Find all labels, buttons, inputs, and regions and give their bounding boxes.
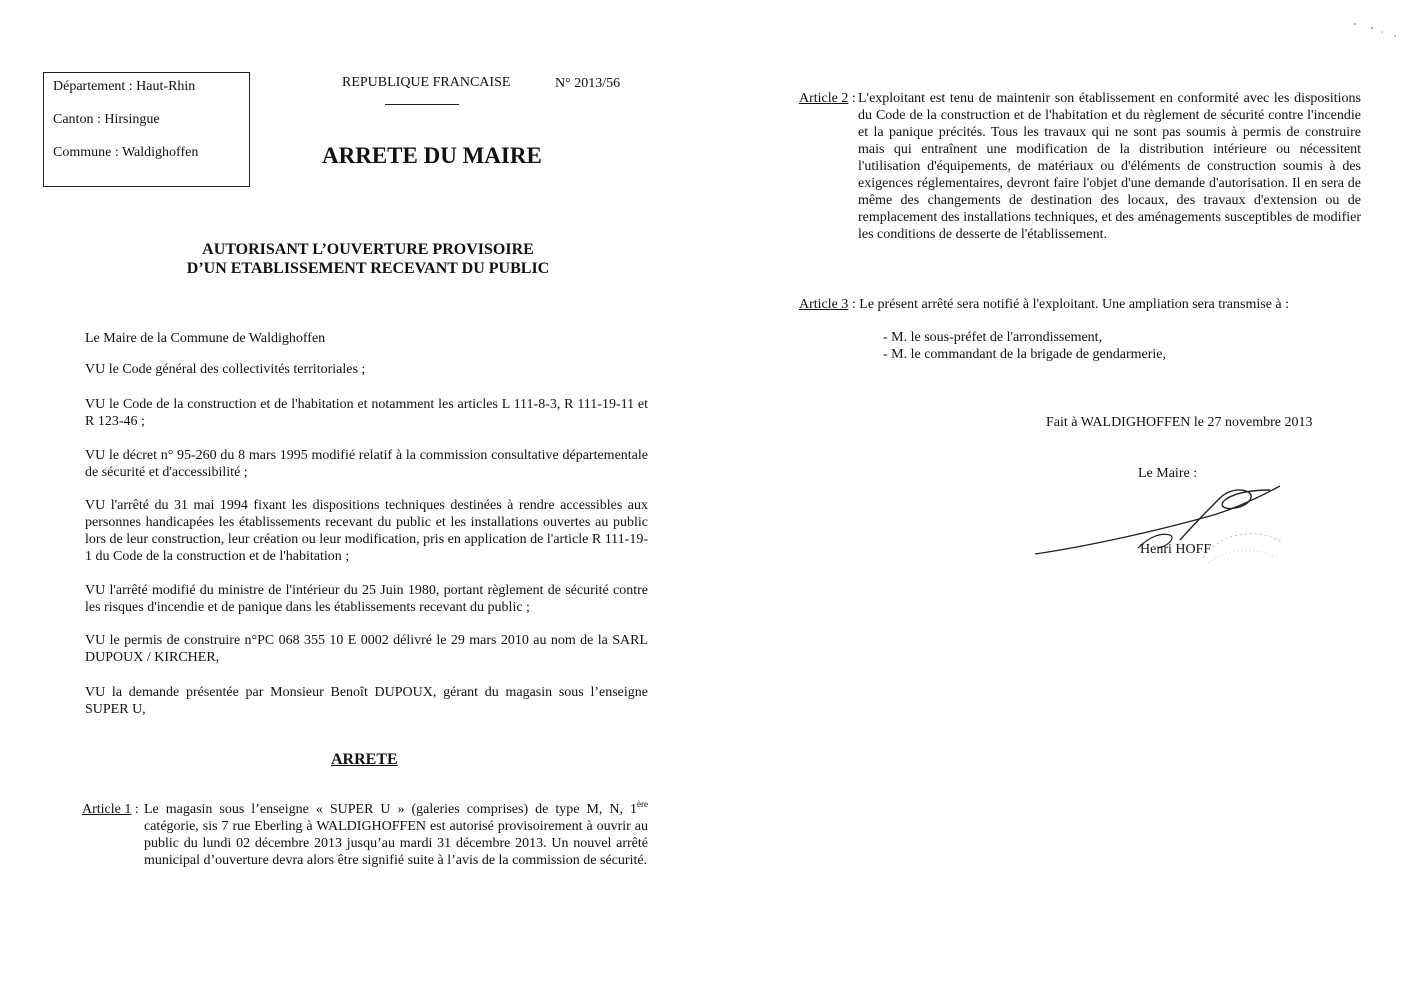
vu-paragraph: VU l'arrêté du 31 mai 1994 fixant les dispositions techniques destinées à rendre accessibles aux personnes handicapées les établissements recevant du public et les installations ouvertes au public lors de leur construction, leur création ou leur modification, pris en application de l'article R 111-19-1 du Code de la construction et de l'habitation ; <box>85 498 648 564</box>
arrete-number: N° 2013/56 <box>555 76 621 91</box>
article-1-label <box>82 801 139 818</box>
commune: Commune : Waldighoffen <box>53 145 199 160</box>
article-2-separator: : <box>848 91 856 106</box>
article-1-text-b: catégorie, sis 7 rue Eberling à WALDIGHOFFEN est autorisé provisoirement à ouvrir au public du lundi 02 décembre 2013 jusqu’au mardi 31 décembre 2013. Un nouvel arrêté municipal d’ouverture devra alors être signifié suite à l’avis de la commission de sécurité. <box>144 819 648 868</box>
intro-line: Le Maire de la Commune de Waldighoffen <box>85 331 326 346</box>
vu-paragraph: VU l'arrêté modifié du ministre de l'intérieur du 25 Juin 1980, portant règlement de sécurité contre les risques d'incendie et de panique dans les établissements recevant du public ; <box>85 583 648 615</box>
article-2-text: L'exploitant est tenu de maintenir son établissement en conformité avec les dispositions du Code de la construction et de l'habitation et du règlement de sécurité contre l'incendie et la panique précités. Tous les travaux qui ne sont pas soumis à permis de construire mais qui entraînent une modification de la distribution intérieure ou nécessitent l'utilisation d'équipements, de matériaux ou d'éléments de construction soumis à des exigences réglementaires, devront faire l'objet d'une demande d'autorisation. Il en sera de même des changements de destination des locaux, des travaux d'extension ou de remplacement des installations techniques, et des aménagements susceptibles de modifier les conditions de desserte de l'établissement. <box>858 91 1361 242</box>
divider <box>385 104 459 105</box>
subtitle-line-2: D’UN ETABLISSEMENT RECEVANT DU PUBLIC <box>186 260 550 277</box>
vu-paragraph: VU le décret n° 95-260 du 8 mars 1995 modifié relatif à la commission consultative départementale de sécurité et d'accessibilité ; <box>85 448 648 480</box>
signatory-title: Le Maire : <box>1138 466 1198 481</box>
place-and-date: Fait à WALDIGHOFFEN le 27 novembre 2013 <box>1046 415 1313 430</box>
subtitle-line-1: AUTORISANT L’OUVERTURE PROVISOIRE <box>202 241 534 258</box>
article-3-title: Article 3 <box>799 297 849 312</box>
article-3-text: : Le présent arrêté sera notifié à l'exploitant. Une ampliation sera transmise à : <box>848 297 1290 312</box>
scan-specks <box>1350 18 1410 48</box>
arrete-heading: ARRETE <box>331 751 398 768</box>
article-1-sup: ère <box>637 799 648 809</box>
signatory-name: Henri HOFF <box>1140 542 1212 557</box>
vu-paragraph: VU la demande présentée par Monsieur Benoît DUPOUX, gérant du magasin sous l’enseigne SUPER U, <box>85 685 648 717</box>
ampliation-list <box>883 329 1166 363</box>
list-item: - M. le commandant de la brigade de gendarmerie, <box>883 347 1166 362</box>
vu-paragraph: VU le Code de la construction et de l'habitation et notamment les articles L 111-8-3, R 111-19-11 et R 123-46 ; <box>85 397 648 429</box>
article-3 <box>799 296 1369 313</box>
canton: Canton : Hirsingue <box>53 112 160 127</box>
article-1-text <box>144 801 648 869</box>
subtitle <box>168 240 568 278</box>
departement: Département : Haut-Rhin <box>53 79 196 94</box>
article-2-title: Article 2 <box>799 91 849 106</box>
article-1-title: Article 1 <box>82 802 132 817</box>
page-title: ARRETE DU MAIRE <box>322 143 542 168</box>
vu-paragraph: VU le permis de construire n°PC 068 355 10 E 0002 délivré le 29 mars 2010 au nom de la SARL DUPOUX / KIRCHER, <box>85 633 648 665</box>
republique-francaise: REPUBLIQUE FRANCAISE <box>342 75 511 90</box>
header-box <box>43 72 250 187</box>
article-2-label <box>799 90 856 107</box>
vu-paragraph: VU le Code général des collectivités territoriales ; <box>85 362 366 377</box>
article-1-separator: : <box>131 802 139 817</box>
stamp-image <box>1198 518 1288 568</box>
article-1-text-a: Le magasin sous l’enseigne « SUPER U » (galeries comprises) de type M, N, 1 <box>144 802 637 817</box>
list-item: - M. le sous-préfet de l'arrondissement, <box>883 330 1103 345</box>
